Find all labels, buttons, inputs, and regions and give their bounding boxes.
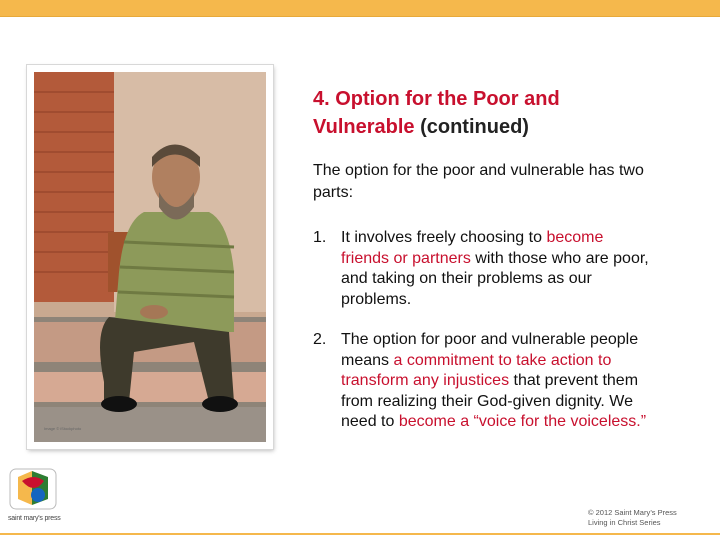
numbered-list <box>313 228 653 453</box>
copyright-footer <box>588 508 677 528</box>
intro-text: The option for the poor and vulnerable has two parts: <box>313 162 644 201</box>
top-decorative-bar <box>0 0 720 17</box>
list-text: The option for poor and vulnerable people means <box>341 331 639 369</box>
logo-icon <box>8 465 60 513</box>
list-text: with those who are poor, and taking on their problems as our problems. <box>341 249 649 308</box>
series-line: Living in Christ Series <box>588 518 661 527</box>
list-text: It involves freely choosing to <box>341 229 547 246</box>
list-highlight: become friends or partners <box>341 229 604 267</box>
copyright-line: © 2012 Saint Mary’s Press <box>588 508 677 517</box>
logo-text: saint mary's press <box>8 515 61 522</box>
list-item <box>313 228 653 310</box>
title-continued: (continued) <box>414 116 529 138</box>
list-text: that prevent them from realizing their God-given dignity. We need to <box>341 372 639 430</box>
homeless-man-image <box>34 72 266 442</box>
photo-of-homeless-man <box>27 65 273 449</box>
list-item <box>313 330 653 433</box>
list-number: 1. <box>313 229 327 246</box>
image-credit: Image © iStockphoto <box>44 426 82 431</box>
slide-title <box>313 85 633 141</box>
list-highlight: become a “voice for the voiceless.” <box>398 413 647 430</box>
title-red-part: 4. Option for the Poor and Vulnerable <box>313 88 560 138</box>
list-highlight: a commitment to take action to transform any injustices <box>341 351 612 389</box>
list-number: 2. <box>313 331 327 348</box>
bottom-decorative-line <box>0 533 720 535</box>
